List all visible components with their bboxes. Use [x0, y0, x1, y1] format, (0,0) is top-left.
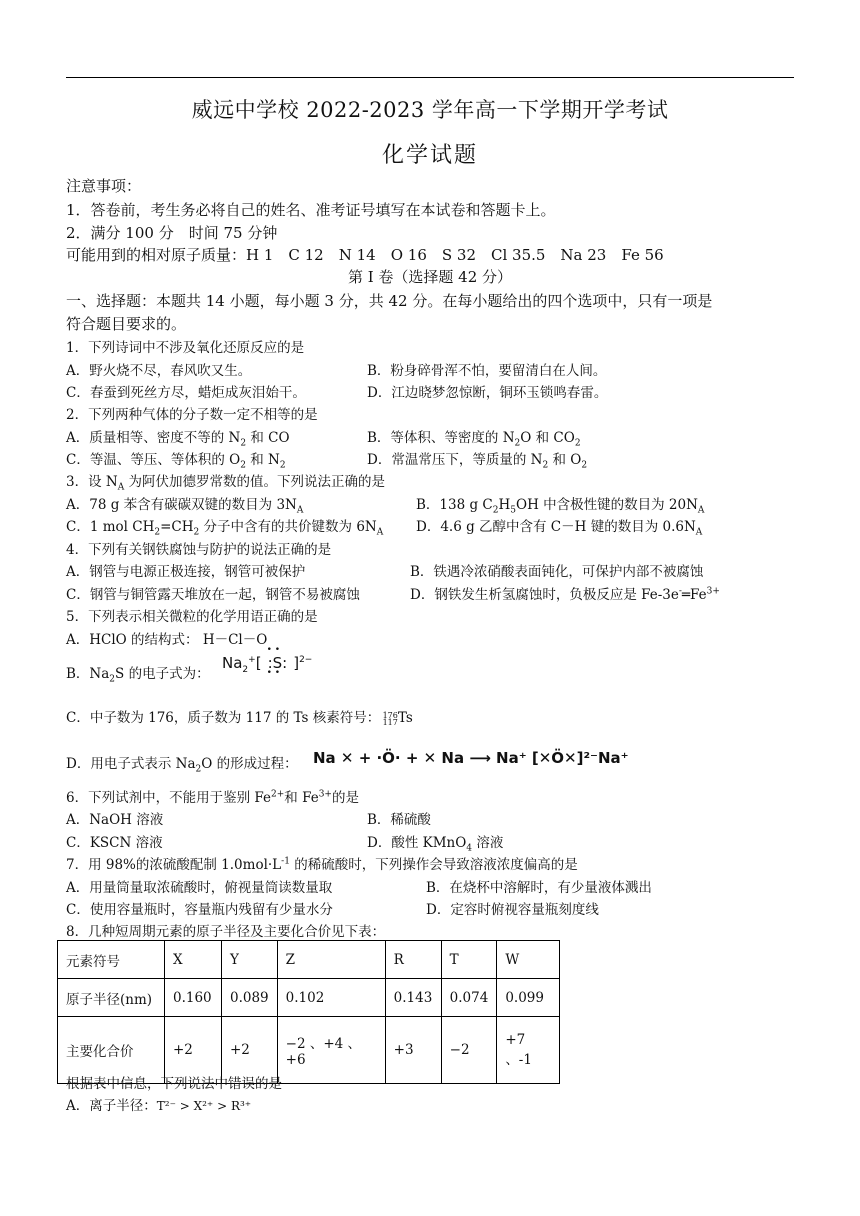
header-rule	[66, 77, 794, 78]
table-cell: 0.102	[277, 979, 385, 1017]
q3-option-d: D．4.6 g 乙醇中含有 C－H 键的数目为 $0.6N_A$	[416, 519, 703, 538]
notes-item-2: 2．满分 100 分 时间 75 分钟	[66, 224, 278, 242]
q1-stem: 1．下列诗词中不涉及氧化还原反应的是	[66, 340, 305, 356]
q8-after-table: 根据表中信息，下列说法中错误的是	[66, 1076, 282, 1092]
table-cell: +3	[385, 1017, 441, 1084]
table-cell: X	[165, 941, 222, 979]
table-row-header	[58, 941, 560, 979]
exam-title: 威远中学校 2022-2023 学年高一下学期开学考试	[191, 98, 669, 122]
table-cell: 0.143	[385, 979, 441, 1017]
q1-option-c: C．春蚕到死丝方尽，蜡炬成灰泪始干。	[66, 385, 306, 401]
notes-item-1: 1．答卷前，考生务必将自己的姓名、准考证号填写在本试卷和答题卡上。	[66, 201, 556, 219]
section-title: 第 I 卷（选择题 42 分）	[347, 268, 513, 286]
q8-stem: 8．几种短周期元素的原子半径及主要化合价见下表：	[66, 924, 386, 940]
table-cell: R	[385, 941, 441, 979]
q5-option-c: C．中子数为 176，质子数为 117 的 Ts 核素符号： 176 117Ts	[66, 710, 413, 727]
q4-option-c: C．钢管与铜管露天堆放在一起，钢管不易被腐蚀	[66, 587, 360, 603]
table-cell: +7 、-1	[497, 1017, 560, 1084]
q5-option-d: D．用电子式表示 $Na_2O$ 的形成过程：	[66, 756, 298, 775]
q6-stem: 6．下列试剂中，不能用于鉴别 $Fe^{2+}$和 $Fe^{3+}$的是	[66, 789, 359, 806]
q7-option-a: A．用量筒量取浓硫酸时，俯视量筒读数量取	[66, 880, 333, 896]
table-cell: 0.099	[497, 979, 560, 1017]
q5-option-b: B．$Na_2S$ 的电子式为：	[66, 666, 210, 685]
table-cell: 主要化合价	[58, 1017, 165, 1084]
q5-option-a: A．HClO 的结构式： H－Cl－O	[66, 632, 268, 648]
q1-option-a: A．野火烧不尽，春风吹又生。	[66, 363, 252, 379]
q1-option-b: B．粉身碎骨浑不怕，要留清白在人间。	[367, 363, 607, 379]
q2-stem: 2．下列两种气体的分子数一定不相等的是	[66, 407, 318, 423]
element-table	[57, 940, 560, 1084]
notes-heading: 注意事项：	[66, 177, 142, 195]
table-cell: +2	[165, 1017, 222, 1084]
section-instructions-2: 符合题目要求的。	[66, 315, 187, 333]
q4-option-d: D．钢铁发生析氢腐蚀时，负极反应是 $Fe-3e^-═Fe^{3+}$	[410, 586, 720, 603]
q3-stem: 3．设 $N_A$ 为阿伏加德罗常数的值。下列说法正确的是	[66, 474, 385, 493]
q5-stem: 5．下列表示相关微粒的化学用语正确的是	[66, 609, 318, 625]
q3-option-c: C．1 mol $CH_2=CH_2$ 分子中含有的共价键数为 $6N_A$	[66, 519, 384, 538]
table-row-radius	[58, 979, 560, 1017]
q5-b-electron-formula: $Na_2^+$[ • • :S: • • ]$^{2-}$	[222, 645, 313, 678]
table-cell: 0.089	[222, 979, 278, 1017]
table-cell: T	[441, 941, 497, 979]
table-cell: 原子半径(nm)	[58, 979, 165, 1017]
q6-option-d: D．酸性 KMnO$_4$ 溶液	[367, 835, 504, 854]
table-cell: 0.074	[441, 979, 497, 1017]
q7-stem: 7．用 98%的浓硫酸配制 $1.0mol\cdot L^{-1}$ 的稀硫酸时，下列操作会导致溶液浓度偏高的是	[66, 856, 578, 873]
q2-option-a: A．质量相等、密度不等的 $N_2$ 和 CO	[66, 430, 290, 449]
q2-option-b: B．等体积、等密度的 $N_2O$ 和 $CO_2$	[367, 430, 581, 449]
q6-option-a: A．NaOH 溶液	[66, 812, 164, 828]
q6-option-c: C．KSCN 溶液	[66, 835, 163, 851]
q4-option-b: B．铁遇冷浓硝酸表面钝化，可保护内部不被腐蚀	[410, 564, 704, 580]
table-cell: −2	[441, 1017, 497, 1084]
q3-option-a: A．78 g 苯含有碳碳双键的数目为 $3N_A$	[66, 497, 304, 516]
table-cell: 元素符号	[58, 941, 165, 979]
q1-option-d: D．江边晓梦忽惊断，铜环玉锁鸣春雷。	[367, 385, 608, 401]
q2-option-c: C．等温、等压、等体积的 $O_2$ 和 $N_2$	[66, 452, 286, 471]
q7-option-d: D．定容时俯视容量瓶刻度线	[426, 902, 599, 918]
q2-option-d: D．常温常压下，等质量的 $N_2$ 和 $O_2$	[367, 452, 588, 471]
q5-d-formation-process: Na ✕ + ·Ö· + ✕ Na ⟶ Na⁺ [✕Ö✕]²⁻Na⁺	[313, 749, 629, 767]
table-cell: 0.160	[165, 979, 222, 1017]
q7-option-b: B．在烧杯中溶解时，有少量液体溅出	[426, 880, 652, 896]
section-instructions-1: 一、选择题：本题共 14 小题，每小题 3 分，共 42 分。在每小题给出的四个选项中，只有一项是	[66, 292, 713, 310]
q8-option-a: A．离子半径：T²⁻ > X²⁺ > R³⁺	[66, 1098, 252, 1114]
subject-title: 化学试题	[381, 143, 478, 168]
q4-stem: 4．下列有关钢铁腐蚀与防护的说法正确的是	[66, 542, 332, 558]
q6-option-b: B．稀硫酸	[367, 812, 431, 828]
table-cell: +2	[222, 1017, 278, 1084]
table-cell: Z	[277, 941, 385, 979]
q4-option-a: A．钢管与电源正极连接，钢管可被保护	[66, 564, 306, 580]
atomic-masses: 可能用到的相对原子质量：H 1 C 12 N 14 O 16 S 32 Cl 35.5 Na 23 Fe 56	[66, 246, 664, 264]
q7-option-c: C．使用容量瓶时，容量瓶内残留有少量水分	[66, 902, 333, 918]
table-cell: −2 、+4 、+6	[277, 1017, 385, 1084]
q3-option-b: B．138 g $C_2H_5OH$ 中含极性键的数目为 $20N_A$	[416, 497, 705, 516]
table-cell: W	[497, 941, 560, 979]
table-cell: Y	[222, 941, 278, 979]
